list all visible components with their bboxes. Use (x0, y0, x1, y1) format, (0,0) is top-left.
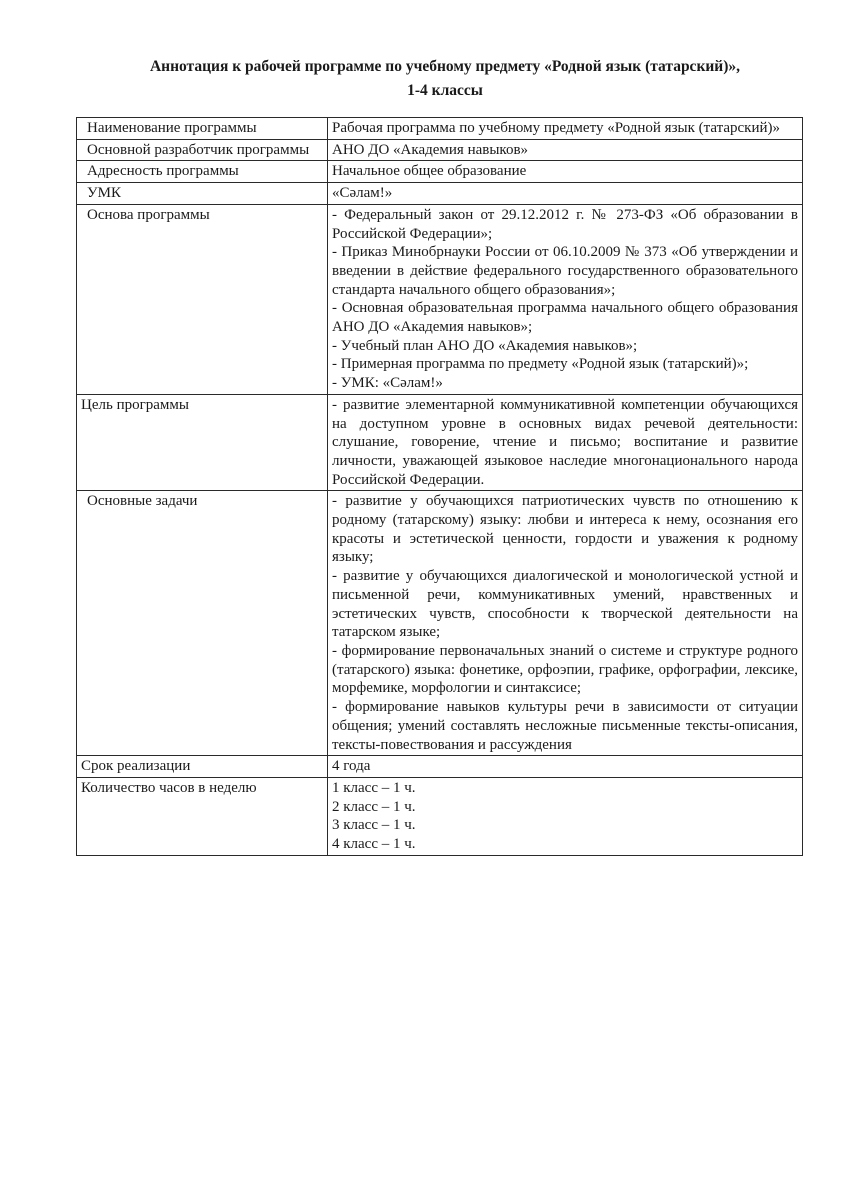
table-row (77, 204, 803, 394)
row-label: Количество часов в неделю (77, 777, 328, 855)
table-row (77, 491, 803, 756)
table-row (77, 756, 803, 778)
task-item: - развитие у обучающихся патриотических чувств по отношению к родному (татарскому) языку: любви и интереса к нему, осознания его красоты и эстетической ценности, гордости и уважения к родному языку; (332, 493, 798, 566)
row-value (328, 777, 803, 855)
basis-item: - Основная образовательная программа начального общего образования АНО ДО «Академия навыков»; (332, 300, 798, 336)
row-value (328, 491, 803, 756)
row-value: АНО ДО «Академия навыков» (328, 139, 803, 161)
row-label: Основной разработчик программы (77, 139, 328, 161)
task-item: - формирование первоначальных знаний о системе и структуре родного (татарского) языка: фонетике, орфоэпии, графике, орфографии, лексике, морфемике, морфологии и синтаксисе; (332, 642, 798, 697)
row-value: Начальное общее образование (328, 161, 803, 183)
basis-item: - Учебный план АНО ДО «Академия навыков»; (332, 337, 638, 354)
table-row (77, 777, 803, 855)
row-value: Рабочая программа по учебному предмету «Родной язык (татарский)» (328, 118, 803, 140)
row-label: Основа программы (77, 204, 328, 394)
document-subtitle: 1-4 классы (407, 82, 483, 99)
basis-item: - Федеральный закон от 29.12.2012 г. № 273-ФЗ «Об образовании в Российской Федерации»; (332, 206, 798, 242)
hours-item: 1 класс – 1 ч. (332, 779, 416, 796)
hours-item: 2 класс – 1 ч. (332, 798, 416, 815)
row-label: Наименование программы (77, 118, 328, 140)
table-row (77, 139, 803, 161)
row-value: 4 года (328, 756, 803, 778)
hours-item: 4 класс – 1 ч. (332, 836, 416, 853)
row-label: Основные задачи (77, 491, 328, 756)
hours-item: 3 класс – 1 ч. (332, 817, 416, 834)
row-value: - развитие элементарной коммуникативной компетенции обучающихся на доступном уровне в основных видах речевой деятельности: слушание, говорение, чтение и письмо; воспитание и развитие личности, уважающей языковое наследие многонационального народа Российской Федерации. (328, 394, 803, 491)
table-row (77, 394, 803, 491)
basis-item: - УМК: «Сәлам!» (332, 375, 443, 392)
row-value: «Сәлам!» (328, 183, 803, 205)
task-item: - развитие у обучающихся диалогической и монологической устной и письменной речи, коммуникативных умений, нравственных и эстетических чувств, способности к творческой деятельности на татарском языке; (332, 568, 798, 641)
table-row (77, 118, 803, 140)
row-label: Срок реализации (77, 756, 328, 778)
document-title: Аннотация к рабочей программе по учебному предмету «Родной язык (татарский)», (149, 58, 741, 75)
row-label: УМК (77, 183, 328, 205)
row-value (328, 204, 803, 394)
row-label: Цель программы (77, 394, 328, 491)
row-label: Адресность программы (77, 161, 328, 183)
table-row (77, 183, 803, 205)
task-item: - формирование навыков культуры речи в зависимости от ситуации общения; умений составлять несложные письменные тексты-описания, тексты-повествования и рассуждения (332, 699, 798, 753)
basis-item: - Приказ Минобрнауки России от 06.10.2009 № 373 «Об утверждении и введении в действие федерального государственного образовательного стандарта начального общего образования»; (332, 244, 798, 298)
basis-item: - Примерная программа по предмету «Родной язык (татарский)»; (332, 356, 749, 373)
table-row (77, 161, 803, 183)
annotation-table (76, 117, 803, 856)
